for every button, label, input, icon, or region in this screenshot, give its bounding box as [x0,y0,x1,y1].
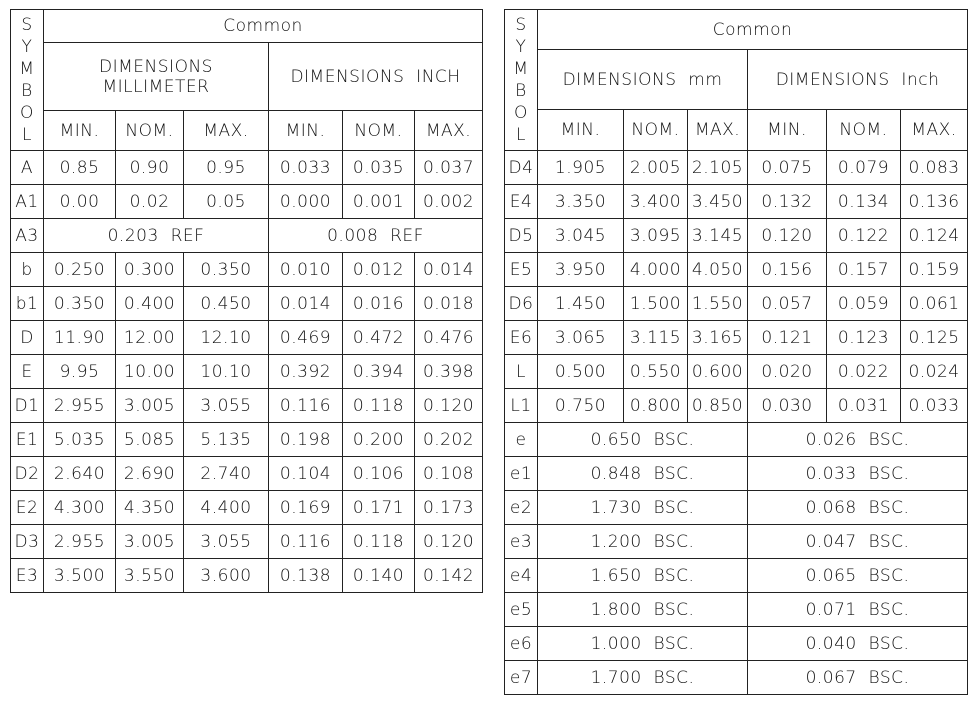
value-cell: 0.116 [269,525,343,559]
symbol-cell: E2 [11,491,44,525]
value-cell: 0.394 [343,355,415,389]
value-cell: 3.400 [624,185,688,219]
symbol-cell: D5 [505,219,538,253]
table-row [505,321,968,355]
value-cell: 0.392 [269,355,343,389]
symbol-cell: E3 [11,559,44,593]
value-cell: 0.079 [827,151,901,185]
value-cell: 0.037 [415,151,483,185]
symbol-cell: e3 [505,525,538,559]
value-cell: 3.145 [688,219,748,253]
value-cell: 1.550 [688,287,748,321]
value-cell: 0.057 [748,287,827,321]
value-cell: 0.350 [184,253,269,287]
table-row [505,593,968,627]
table-row [11,389,483,423]
value-cell: 0.120 [748,219,827,253]
merged-value-mm: 0.203 REF [44,219,269,253]
value-cell: 0.05 [184,185,269,219]
col-max-mm: MAX. [184,111,269,151]
dimensions-mm-line2: MILLIMETER [102,76,210,97]
value-cell: 0.02 [116,185,184,219]
value-cell: 0.398 [415,355,483,389]
table-row [505,423,968,457]
symbol-cell: E1 [11,423,44,457]
value-cell: 0.059 [827,287,901,321]
col-min-inch: MIN. [748,110,827,151]
value-cell: 4.000 [624,253,688,287]
value-cell: 3.350 [538,185,624,219]
value-cell: 5.085 [116,423,184,457]
dimensions-table-right [504,9,968,695]
value-cell: 0.002 [415,185,483,219]
col-max-inch: MAX. [415,111,483,151]
value-cell: 0.134 [827,185,901,219]
merged-value-inch: 0.008 REF [269,219,483,253]
symbol-cell: b [11,253,44,287]
value-cell: 12.10 [184,321,269,355]
value-cell: 12.00 [116,321,184,355]
table-row [11,423,483,457]
merged-value-inch: 0.071 BSC. [748,593,968,627]
symbol-cell: E6 [505,321,538,355]
value-cell: 0.083 [901,151,968,185]
col-nom-mm: NOM. [624,110,688,151]
merged-value-mm: 1.800 BSC. [538,593,748,627]
value-cell: 0.132 [748,185,827,219]
table-row [11,151,483,185]
symbol-cell: D [11,321,44,355]
value-cell: 0.600 [688,355,748,389]
value-cell: 3.165 [688,321,748,355]
symbol-cell: D1 [11,389,44,423]
value-cell: 0.400 [116,287,184,321]
value-cell: 0.016 [343,287,415,321]
table-row [505,491,968,525]
table-row [505,661,968,695]
value-cell: 0.000 [269,185,343,219]
value-cell: 3.005 [116,525,184,559]
value-cell: 3.600 [184,559,269,593]
col-min-mm: MIN. [44,111,116,151]
value-cell: 10.10 [184,355,269,389]
symbol-header: S Y M B O L [505,10,538,151]
value-cell: 2.740 [184,457,269,491]
value-cell: 0.173 [415,491,483,525]
value-cell: 0.116 [269,389,343,423]
dimensions-inch-header: DIMENSIONS Inch [748,50,968,110]
value-cell: 3.950 [538,253,624,287]
value-cell: 3.095 [624,219,688,253]
table-row [505,185,968,219]
value-cell: 0.022 [827,355,901,389]
value-cell: 4.400 [184,491,269,525]
merged-value-inch: 0.065 BSC. [748,559,968,593]
table-row [11,321,483,355]
common-header: Common [538,10,968,50]
col-nom-mm: NOM. [116,111,184,151]
symbol-header: S Y M B O L [11,10,44,151]
value-cell: 0.142 [415,559,483,593]
table-row [505,389,968,423]
table-row [11,525,483,559]
value-cell: 0.014 [415,253,483,287]
value-cell: 0.104 [269,457,343,491]
col-nom-inch: NOM. [343,111,415,151]
value-cell: 2.690 [116,457,184,491]
value-cell: 0.85 [44,151,116,185]
table-row [505,627,968,661]
table-row [505,287,968,321]
value-cell: 0.550 [624,355,688,389]
merged-value-inch: 0.068 BSC. [748,491,968,525]
value-cell: 0.122 [827,219,901,253]
value-cell: 10.00 [116,355,184,389]
value-cell: 3.450 [688,185,748,219]
symbol-cell: e7 [505,661,538,695]
value-cell: 0.035 [343,151,415,185]
merged-value-inch: 0.067 BSC. [748,661,968,695]
value-cell: 0.118 [343,389,415,423]
value-cell: 1.500 [624,287,688,321]
dimensions-mm-line1: DIMENSIONS [99,56,213,77]
value-cell: 0.198 [269,423,343,457]
table-row [505,525,968,559]
value-cell: 3.115 [624,321,688,355]
value-cell: 0.124 [901,219,968,253]
table-row [11,185,483,219]
symbol-cell: e5 [505,593,538,627]
symbol-cell: D6 [505,287,538,321]
value-cell: 0.020 [748,355,827,389]
col-nom-inch: NOM. [827,110,901,151]
value-cell: 3.055 [184,389,269,423]
col-min-inch: MIN. [269,111,343,151]
value-cell: 0.300 [116,253,184,287]
value-cell: 0.136 [901,185,968,219]
merged-value-inch: 0.026 BSC. [748,423,968,457]
value-cell: 0.157 [827,253,901,287]
dimensions-table-left [10,9,483,593]
value-cell: 0.350 [44,287,116,321]
value-cell: 2.955 [44,389,116,423]
value-cell: 5.135 [184,423,269,457]
value-cell: 0.001 [343,185,415,219]
value-cell: 0.014 [269,287,343,321]
value-cell: 0.030 [748,389,827,423]
value-cell: 0.850 [688,389,748,423]
value-cell: 2.105 [688,151,748,185]
value-cell: 3.005 [116,389,184,423]
symbol-cell: D3 [11,525,44,559]
merged-value-mm: 0.650 BSC. [538,423,748,457]
value-cell: 0.250 [44,253,116,287]
value-cell: 11.90 [44,321,116,355]
value-cell: 0.031 [827,389,901,423]
value-cell: 3.065 [538,321,624,355]
symbol-cell: D4 [505,151,538,185]
value-cell: 0.018 [415,287,483,321]
symbol-cell: e6 [505,627,538,661]
value-cell: 0.476 [415,321,483,355]
symbol-cell: D2 [11,457,44,491]
value-cell: 0.125 [901,321,968,355]
value-cell: 0.118 [343,525,415,559]
symbol-cell: L1 [505,389,538,423]
symbol-cell: e4 [505,559,538,593]
value-cell: 0.800 [624,389,688,423]
symbol-cell: A1 [11,185,44,219]
value-cell: 0.750 [538,389,624,423]
symbol-cell: A3 [11,219,44,253]
value-cell: 2.640 [44,457,116,491]
value-cell: 0.123 [827,321,901,355]
table-row [505,253,968,287]
symbol-cell: e [505,423,538,457]
value-cell: 0.012 [343,253,415,287]
value-cell: 0.90 [116,151,184,185]
col-max-mm: MAX. [688,110,748,151]
merged-value-mm: 1.700 BSC. [538,661,748,695]
table-row [11,355,483,389]
value-cell: 0.202 [415,423,483,457]
dimensions-mm-header: DIMENSIONS mm [538,50,748,110]
value-cell: 2.955 [44,525,116,559]
merged-value-mm: 1.200 BSC. [538,525,748,559]
value-cell: 0.121 [748,321,827,355]
symbol-cell: e1 [505,457,538,491]
value-cell: 0.00 [44,185,116,219]
value-cell: 0.156 [748,253,827,287]
table-row [505,559,968,593]
merged-value-mm: 1.000 BSC. [538,627,748,661]
value-cell: 9.95 [44,355,116,389]
value-cell: 2.005 [624,151,688,185]
value-cell: 3.045 [538,219,624,253]
value-cell: 0.500 [538,355,624,389]
table-row [11,457,483,491]
table-row [11,491,483,525]
value-cell: 0.024 [901,355,968,389]
value-cell: 0.061 [901,287,968,321]
table-row [505,151,968,185]
value-cell: 0.106 [343,457,415,491]
value-cell: 3.055 [184,525,269,559]
value-cell: 3.550 [116,559,184,593]
dimensions-millimeter-header [44,43,269,111]
value-cell: 0.033 [901,389,968,423]
symbol-cell: e2 [505,491,538,525]
value-cell: 0.120 [415,525,483,559]
table-row [11,559,483,593]
value-cell: 0.472 [343,321,415,355]
symbol-cell: E [11,355,44,389]
merged-value-inch: 0.047 BSC. [748,525,968,559]
value-cell: 0.010 [269,253,343,287]
value-cell: 0.033 [269,151,343,185]
value-cell: 0.169 [269,491,343,525]
value-cell: 0.469 [269,321,343,355]
table-row [11,219,483,253]
table-row [11,253,483,287]
merged-value-mm: 0.848 BSC. [538,457,748,491]
merged-value-inch: 0.033 BSC. [748,457,968,491]
symbol-cell: E5 [505,253,538,287]
symbol-cell: A [11,151,44,185]
value-cell: 0.138 [269,559,343,593]
merged-value-mm: 1.650 BSC. [538,559,748,593]
table-row [505,457,968,491]
value-cell: 4.300 [44,491,116,525]
symbol-cell: E4 [505,185,538,219]
value-cell: 0.075 [748,151,827,185]
value-cell: 0.159 [901,253,968,287]
value-cell: 0.200 [343,423,415,457]
common-header: Common [44,10,483,43]
value-cell: 0.171 [343,491,415,525]
value-cell: 0.95 [184,151,269,185]
merged-value-mm: 1.730 BSC. [538,491,748,525]
dimensions-inch-header: DIMENSIONS INCH [269,43,483,111]
col-min-mm: MIN. [538,110,624,151]
value-cell: 4.050 [688,253,748,287]
value-cell: 1.450 [538,287,624,321]
table-row [505,355,968,389]
value-cell: 0.140 [343,559,415,593]
value-cell: 4.350 [116,491,184,525]
merged-value-inch: 0.040 BSC. [748,627,968,661]
col-max-inch: MAX. [901,110,968,151]
symbol-cell: b1 [11,287,44,321]
value-cell: 5.035 [44,423,116,457]
value-cell: 0.108 [415,457,483,491]
table-row [11,287,483,321]
value-cell: 3.500 [44,559,116,593]
value-cell: 0.450 [184,287,269,321]
symbol-cell: L [505,355,538,389]
table-row [505,219,968,253]
value-cell: 0.120 [415,389,483,423]
value-cell: 1.905 [538,151,624,185]
